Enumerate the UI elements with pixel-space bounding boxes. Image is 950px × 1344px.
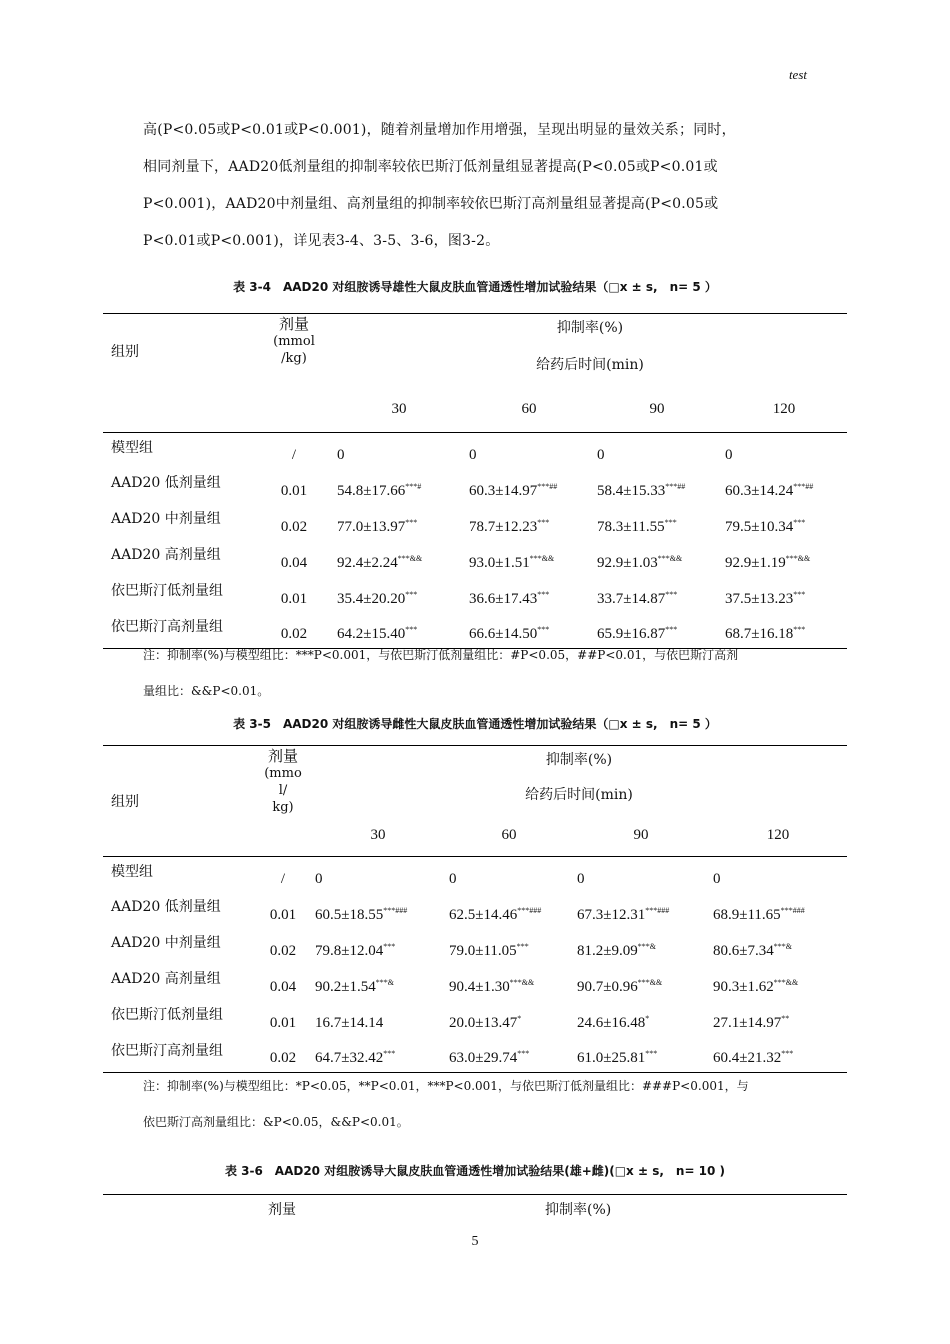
- table-3-4-caption: 表 3-4 AAD20 对组胺诱导雄性大鼠皮肤血管通透性增加试验结果（□x ± s, n= 5 ）: [233, 280, 717, 294]
- value-text: 0: [337, 446, 345, 463]
- header-dose: 剂量: [268, 1202, 296, 1218]
- paragraph-line: 相同剂量下，AAD20低剂量组的抑制率较依巴斯汀低剂量组显著提高(P<0.05或P<0.01或: [143, 159, 718, 175]
- time-col: 120: [772, 401, 796, 418]
- significance-mark: ***: [537, 589, 550, 599]
- value-cell: [445, 1036, 573, 1072]
- significance-mark: ***###: [517, 905, 542, 915]
- table-3-5-note: 注：抑制率(%)与模型组比：*P<0.05，**P<0.01，***P<0.001，与依巴斯汀低剂量组比：###P<0.001，与 依巴斯汀高剂量组比：&P<0.05，&&P<0.01。: [143, 1079, 749, 1129]
- value-text: 24.6±16.48: [577, 1014, 646, 1031]
- value-cell: [465, 432, 593, 468]
- table-3-5-caption: 表 3-5 AAD20 对组胺诱导雌性大鼠皮肤血管通透性增加试验结果（□x ± s, n= 5 ）: [233, 717, 717, 731]
- value-cell: [311, 928, 445, 964]
- group-cell: AAD20 低剂量组: [111, 475, 221, 491]
- table-row: [103, 1036, 847, 1072]
- value-text: 93.0±1.51: [469, 554, 530, 571]
- significance-mark: ***###: [383, 905, 408, 915]
- significance-mark: ***: [793, 625, 806, 635]
- value-text: 66.6±14.50: [469, 626, 538, 643]
- group-cell: 依巴斯汀低剂量组: [111, 583, 223, 599]
- value-text: 79.0±11.05: [449, 942, 517, 959]
- value-cell: [311, 964, 445, 1000]
- dose-cell: 0.01: [280, 482, 308, 499]
- group-cell: AAD20 低剂量组: [111, 899, 221, 915]
- paragraph-line: 高(P<0.05或P<0.01或P<0.001)，随着剂量增加作用增强，呈现出明显的量效关系；同时，: [143, 122, 736, 138]
- value-text: 68.7±16.18: [725, 626, 794, 643]
- value-text: 37.5±13.23: [725, 590, 794, 607]
- group-cell: 依巴斯汀高剂量组: [111, 619, 223, 635]
- group-cell: AAD20 高剂量组: [111, 547, 221, 563]
- value-text: 27.1±14.97: [713, 1014, 782, 1031]
- table-row: [103, 928, 847, 964]
- value-text: 67.3±12.31: [577, 906, 646, 923]
- significance-mark: ***##: [793, 481, 814, 491]
- significance-mark: ***: [383, 1049, 396, 1059]
- significance-mark: ***&&: [509, 977, 535, 987]
- header-time: 给药后时间(min): [536, 357, 644, 373]
- value-text: 0: [725, 446, 733, 463]
- value-text: 63.0±29.74: [449, 1050, 518, 1067]
- header-dose: 剂量 (mmo l/ kg): [264, 747, 302, 815]
- value-text: 0: [713, 870, 721, 887]
- significance-mark: *: [517, 1013, 522, 1023]
- value-text: 78.7±12.23: [469, 518, 538, 535]
- dose-cell: 0.02: [280, 518, 308, 535]
- value-text: 0: [577, 870, 585, 887]
- significance-mark: ***&&: [637, 977, 663, 987]
- dose-cell: 0.02: [269, 942, 297, 959]
- value-text: 81.2±9.09: [577, 942, 638, 959]
- value-cell: [445, 964, 573, 1000]
- value-cell: [593, 576, 721, 612]
- value-text: 90.7±0.96: [577, 978, 638, 995]
- value-cell: [709, 892, 847, 928]
- value-cell: [445, 1000, 573, 1036]
- page-number: 5: [471, 1234, 479, 1249]
- significance-mark: ***&&: [397, 553, 423, 563]
- time-col: 30: [391, 401, 407, 418]
- dose-cell: 0.01: [280, 590, 308, 607]
- value-cell: [465, 540, 593, 576]
- value-cell: [465, 504, 593, 540]
- value-cell: [311, 892, 445, 928]
- group-cell: AAD20 高剂量组: [111, 971, 221, 987]
- value-text: 90.2±1.54: [315, 978, 376, 995]
- dose-cell: /: [291, 446, 297, 463]
- value-text: 64.7±32.42: [315, 1050, 384, 1067]
- value-text: 0: [315, 870, 323, 887]
- value-cell: [333, 576, 465, 612]
- significance-mark: ***: [665, 625, 678, 635]
- value-cell: [311, 1000, 445, 1036]
- significance-mark: ***###: [780, 905, 805, 915]
- table-row: [103, 468, 847, 504]
- value-cell: [333, 432, 465, 468]
- value-cell: [593, 540, 721, 576]
- value-text: 90.4±1.30: [449, 978, 510, 995]
- value-cell: [593, 504, 721, 540]
- header-group: 组别: [111, 793, 139, 810]
- significance-mark: ***&&: [773, 977, 799, 987]
- value-text: 77.0±13.97: [337, 518, 406, 535]
- value-text: 54.8±17.66: [337, 482, 406, 499]
- value-cell: [721, 540, 847, 576]
- value-text: 61.0±25.81: [577, 1050, 646, 1067]
- value-cell: [709, 1036, 847, 1072]
- value-cell: [333, 504, 465, 540]
- dose-cell: 0.01: [269, 906, 297, 923]
- dose-cell: 0.04: [269, 978, 297, 995]
- group-cell: 模型组: [111, 863, 153, 880]
- value-cell: [311, 856, 445, 892]
- group-cell: AAD20 中剂量组: [111, 935, 221, 951]
- value-text: 62.5±14.46: [449, 906, 518, 923]
- significance-mark: ***&: [773, 941, 792, 951]
- table-3-6: [103, 1194, 847, 1218]
- value-cell: [721, 432, 847, 468]
- dose-cell: 0.01: [269, 1014, 297, 1031]
- group-cell: 依巴斯汀高剂量组: [111, 1043, 223, 1059]
- significance-mark: ***&&: [657, 553, 683, 563]
- dose-cell: /: [280, 870, 286, 887]
- value-cell: [333, 540, 465, 576]
- value-cell: [311, 1036, 445, 1072]
- header-inhibit: 抑制率(%): [556, 320, 624, 336]
- dose-cell: 0.02: [269, 1050, 297, 1067]
- significance-mark: *: [645, 1013, 650, 1023]
- value-text: 92.4±2.24: [337, 554, 398, 571]
- table-3-4: [103, 313, 847, 649]
- table-row: [103, 1000, 847, 1036]
- value-cell: [593, 468, 721, 504]
- value-text: 20.0±13.47: [449, 1014, 518, 1031]
- value-cell: [709, 1000, 847, 1036]
- value-text: 78.3±11.55: [597, 518, 665, 535]
- significance-mark: ***: [405, 589, 418, 599]
- value-text: 79.5±10.34: [725, 518, 794, 535]
- time-col: 120: [766, 827, 790, 844]
- value-text: 60.4±21.32: [713, 1050, 782, 1067]
- value-cell: [593, 432, 721, 468]
- dose-cell: 0.04: [280, 554, 308, 571]
- value-cell: [709, 964, 847, 1000]
- group-cell: 模型组: [111, 439, 153, 456]
- value-text: 36.6±17.43: [469, 590, 538, 607]
- header-inhibit: 抑制率(%): [545, 752, 613, 768]
- value-cell: [573, 1000, 709, 1036]
- significance-mark: ***#: [405, 481, 422, 491]
- significance-mark: ***###: [645, 905, 670, 915]
- paragraph-line: P<0.001)，AAD20中剂量组、高剂量组的抑制率较依巴斯汀高剂量组显著提高(P<0.05或: [143, 196, 719, 212]
- significance-mark: ***: [645, 1049, 658, 1059]
- significance-mark: ***&&: [785, 553, 811, 563]
- table-3-4-note: 注：抑制率(%)与模型组比：***P<0.001，与依巴斯汀低剂量组比：#P<0.05，##P<0.01，与依巴斯汀高剂 量组比：&&P<0.01。: [143, 648, 739, 698]
- value-cell: [573, 856, 709, 892]
- header-time: 给药后时间(min): [525, 787, 633, 803]
- value-text: 64.2±15.40: [337, 626, 406, 643]
- time-col: 30: [370, 827, 386, 844]
- significance-mark: ***: [665, 589, 678, 599]
- time-col: 90: [633, 827, 649, 844]
- significance-mark: ***: [383, 941, 396, 951]
- significance-mark: ***: [516, 941, 529, 951]
- significance-mark: ***: [537, 625, 550, 635]
- value-cell: [573, 1036, 709, 1072]
- value-text: 90.3±1.62: [713, 978, 774, 995]
- header-inhibit: 抑制率(%): [545, 1202, 612, 1218]
- significance-mark: ***##: [665, 481, 686, 491]
- significance-mark: ***: [793, 517, 806, 527]
- value-text: 60.5±18.55: [315, 906, 384, 923]
- time-col: 60: [521, 401, 537, 418]
- value-text: 65.9±16.87: [597, 626, 666, 643]
- value-cell: [465, 468, 593, 504]
- significance-mark: ***##: [537, 481, 558, 491]
- value-cell: [465, 576, 593, 612]
- value-text: 60.3±14.97: [469, 482, 538, 499]
- value-text: 33.7±14.87: [597, 590, 666, 607]
- value-text: 35.4±20.20: [337, 590, 406, 607]
- significance-mark: ***&: [375, 977, 394, 987]
- significance-mark: ***: [793, 589, 806, 599]
- value-cell: [709, 856, 847, 892]
- value-cell: [445, 892, 573, 928]
- value-cell: [721, 576, 847, 612]
- value-text: 60.3±14.24: [725, 482, 794, 499]
- value-text: 16.7±14.14: [315, 1014, 384, 1031]
- value-text: 0: [469, 446, 477, 463]
- value-cell: [721, 504, 847, 540]
- value-text: 68.9±11.65: [713, 906, 781, 923]
- value-text: 79.8±12.04: [315, 942, 384, 959]
- significance-mark: ***: [781, 1049, 794, 1059]
- value-cell: [333, 468, 465, 504]
- significance-mark: ***&: [637, 941, 656, 951]
- value-cell: [445, 856, 573, 892]
- paragraph-line: P<0.01或P<0.001)，详见表3-4、3-5、3-6，图3-2。: [143, 233, 500, 249]
- value-cell: [573, 892, 709, 928]
- significance-mark: ***: [517, 1049, 530, 1059]
- value-text: 80.6±7.34: [713, 942, 774, 959]
- dose-cell: 0.02: [280, 626, 308, 643]
- table-row: [103, 432, 847, 468]
- significance-mark: ***: [405, 625, 418, 635]
- table-row: [103, 856, 847, 892]
- header-group: 组别: [111, 344, 139, 360]
- value-cell: [573, 964, 709, 1000]
- group-cell: 依巴斯汀低剂量组: [111, 1007, 223, 1023]
- significance-mark: ***: [405, 517, 418, 527]
- value-text: 58.4±15.33: [597, 482, 666, 499]
- value-cell: [445, 928, 573, 964]
- header-tag: test: [788, 67, 807, 82]
- table-row: [103, 576, 847, 612]
- value-text: 92.9±1.19: [725, 554, 786, 571]
- significance-mark: ***&&: [529, 553, 555, 563]
- time-col: 90: [649, 401, 665, 418]
- value-text: 92.9±1.03: [597, 554, 658, 571]
- significance-mark: **: [781, 1013, 790, 1023]
- value-cell: [721, 468, 847, 504]
- table-3-5: [103, 745, 847, 1073]
- value-text: 0: [449, 870, 457, 887]
- table-row: [103, 892, 847, 928]
- table-row: [103, 540, 847, 576]
- table-row: [103, 504, 847, 540]
- time-col: 60: [501, 827, 517, 844]
- table-row: [103, 964, 847, 1000]
- value-cell: [573, 928, 709, 964]
- value-cell: [709, 928, 847, 964]
- significance-mark: ***: [537, 517, 550, 527]
- table-3-6-caption: 表 3-6 AAD20 对组胺诱导大鼠皮肤血管通透性增加试验结果(雄+雌)(□x ± s, n= 10 ): [224, 1164, 726, 1178]
- significance-mark: ***: [664, 517, 677, 527]
- header-dose: 剂量 (mmol /kg): [273, 315, 315, 366]
- value-text: 0: [597, 446, 605, 463]
- group-cell: AAD20 中剂量组: [111, 511, 221, 527]
- body-paragraph: [143, 112, 811, 260]
